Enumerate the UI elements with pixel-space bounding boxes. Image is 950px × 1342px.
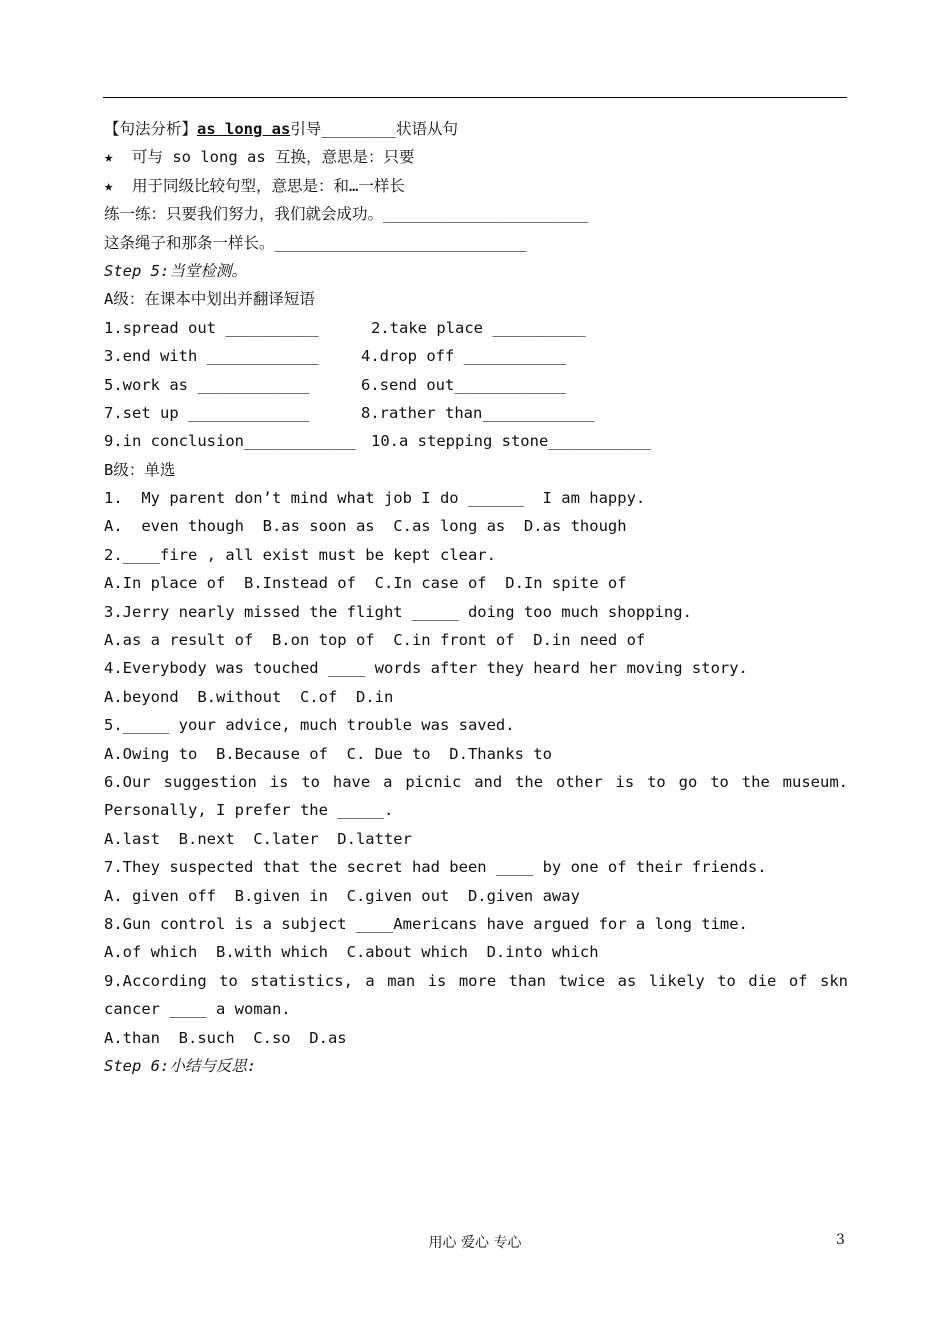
phrase-item: 10.a stepping stone___________ — [371, 432, 651, 451]
phrase-item: 1.spread out __________ — [104, 318, 319, 337]
phrase-row — [104, 427, 848, 455]
question-stem: 9.According to statistics, a man is more than twice as likely to die of skn — [104, 971, 848, 990]
question-options: A.as a result of B.on top of C.in front of D.in need of — [104, 631, 646, 650]
question-stem: 6.Our suggestion is to have a picnic and the other is to go to the museum. — [104, 772, 848, 791]
step5-title: Step 5:当堂检测。 — [104, 261, 247, 280]
question-options: A.In place of B.Instead of C.In case of D.In spite of — [104, 574, 627, 593]
phrase-item: 8.rather than____________ — [361, 403, 595, 422]
phrase-item: 7.set up _____________ — [104, 403, 310, 422]
phrase-item: 6.send out____________ — [361, 375, 567, 394]
question-options: A.of which B.with which C.about which D.into which — [104, 943, 599, 962]
header-rule — [103, 97, 847, 98]
phrase-row — [104, 342, 848, 370]
level-b-heading: B级：单选 — [104, 460, 176, 479]
question-stem: 8.Gun control is a subject ____Americans have argued for a long time. — [104, 914, 748, 933]
level-a-heading: A级：在课本中划出并翻译短语 — [104, 290, 315, 309]
page-number: 3 — [836, 1232, 845, 1248]
star-note-1: ★ 可与 so long as 互换，意思是：只要 — [104, 148, 415, 167]
question-stem: 4.Everybody was touched ____ words after they heard her moving story. — [104, 659, 748, 678]
question-options: A. even though B.as soon as C.as long as D.as though — [104, 517, 627, 536]
star-note-2: ★ 用于同级比较句型，意思是：和…一样长 — [104, 176, 405, 195]
phrase-row — [104, 371, 848, 399]
phrase-item: 9.in conclusion____________ — [104, 432, 356, 451]
question-stem-continued: Personally, I prefer the _____. — [104, 801, 394, 820]
question-stem-continued: cancer ____ a woman. — [104, 1000, 291, 1019]
question-stem: 3.Jerry nearly missed the flight _____ doing too much shopping. — [104, 602, 692, 621]
phrase-row — [104, 314, 848, 342]
practice-line-2: 这条绳子和那条一样长。___________________________ — [104, 233, 527, 252]
syntax-phrase: as long as — [197, 120, 291, 138]
question-options: A.Owing to B.Because of C. Due to D.Thanks to — [104, 744, 552, 763]
worksheet-content — [104, 115, 848, 1080]
syntax-analysis-line — [104, 115, 848, 143]
phrase-item: 2.take place __________ — [371, 318, 586, 337]
phrase-item: 5.work as ____________ — [104, 375, 310, 394]
step6-title: Step 6:小结与反思: — [104, 1056, 257, 1075]
question-options: A.than B.such C.so D.as — [104, 1028, 347, 1047]
syntax-label: 【句法分析】 — [104, 120, 198, 138]
question-options: A.last B.next C.later D.latter — [104, 829, 412, 848]
practice-line-1: 练一练：只要我们努力，我们就会成功。______________________ — [104, 205, 589, 224]
question-stem: 1. My parent don’t mind what job I do ______ I am happy. — [104, 489, 646, 508]
footer-text: 用心 爱心 专心 — [428, 1235, 522, 1251]
question-options: A.beyond B.without C.of D.in — [104, 687, 394, 706]
question-stem: 7.They suspected that the secret had been ____ by one of their friends. — [104, 858, 767, 877]
syntax-suffix: 引导________状语从句 — [290, 120, 458, 138]
phrase-item: 4.drop off ___________ — [361, 347, 567, 366]
phrase-row — [104, 399, 848, 427]
phrase-item: 3.end with ____________ — [104, 347, 319, 366]
question-stem: 2.____fire , all exist must be kept clear. — [104, 545, 496, 564]
question-stem: 5._____ your advice, much trouble was saved. — [104, 716, 515, 735]
question-options: A. given off B.given in C.given out D.given away — [104, 886, 580, 905]
